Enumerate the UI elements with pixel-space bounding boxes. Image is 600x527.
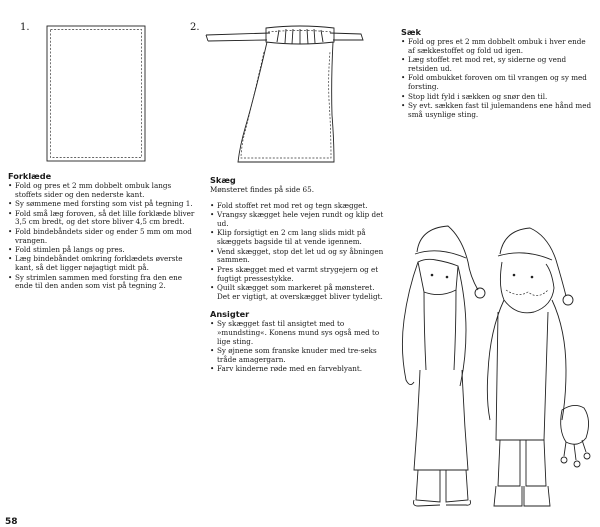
- figure-2-label: 2.: [190, 22, 200, 33]
- list-item: • Vend skægget, stop det let ud og sy åbningen sammen.: [210, 248, 388, 266]
- list-item: • Quilt skægget som markeret på mønsteret. Det er vigtigt, at overskægget bliver tydeligt.: [210, 284, 388, 302]
- list-item: • Stop lidt fyld i sækken og snør den til.: [401, 93, 593, 102]
- page-number: 58: [5, 517, 18, 527]
- list-item: • Fold ombukket foroven om til vrangen og sy med forsting.: [401, 74, 593, 92]
- list-item: • Fold bindebåndets sider og ender 5 mm om mod vrangen.: [8, 228, 198, 246]
- list-item: • Sy sømmene med forsting som vist på tegning 1.: [8, 200, 198, 209]
- list-item: • Sy øjnene som franske knuder med tre-seks tråde amagergarn.: [210, 347, 388, 365]
- list-item: • Læg bindebåndet omkring forklædets øverste kant, så det ligger nøjagtigt midt på.: [8, 255, 198, 273]
- figure-1-label: 1.: [20, 22, 30, 33]
- forklaede-heading: Forklæde: [8, 171, 52, 181]
- santa-elf-figure: [487, 228, 590, 506]
- list-item: • Sy strimlen sammen med forsting fra den ene ende til den anden som vist på tegning 2.: [8, 274, 198, 292]
- ansigter-heading: Ansigter: [210, 309, 250, 320]
- list-item: • Sy skægget fast til ansigtet med to »mundsting«. Konens mund sys også med to lige sting.: [210, 320, 388, 346]
- list-item: • Fold og pres et 2 mm dobbelt ombuk i hver ende af sækkestoffet og fold ud igen.: [401, 38, 593, 56]
- list-item: • Fold små læg foroven, så det lille forklæde bliver 3,5 cm bredt, og det store bliver 4,5 cm bredt.: [8, 210, 198, 228]
- list-item: • Vrangsy skægget hele vejen rundt og klip det ud.: [210, 211, 388, 229]
- list-item: • Sy evt. sækken fast til julemandens ene hånd med små usynlige sting.: [401, 102, 593, 120]
- list-item: • Fold stimlen på langs og pres.: [8, 246, 198, 255]
- list-item: • Klip forsigtigt en 2 cm lang slids midt på skæggets bagside til at vende igennem.: [210, 229, 388, 247]
- list-item: • Fold og pres et 2 mm dobbelt ombuk langs stoffets sider og den nederste kant.: [8, 182, 198, 200]
- woman-elf-figure: [402, 226, 485, 506]
- list-item: • Pres skægget med et varmt strygejern og et fugtigt pressestykke.: [210, 266, 388, 284]
- skaeg-heading: Skæg: [210, 175, 236, 185]
- skaeg-intro: Mønsteret findes på side 65.: [210, 185, 314, 194]
- saek-heading: Sæk: [401, 27, 421, 37]
- list-item: • Farv kinderne røde med en farveblyant.: [210, 365, 388, 374]
- list-item: • Fold stoffet ret mod ret og tegn skægget.: [210, 202, 388, 211]
- list-item: • Læg stoffet ret mod ret, sy siderne og vend retsiden ud.: [401, 56, 593, 74]
